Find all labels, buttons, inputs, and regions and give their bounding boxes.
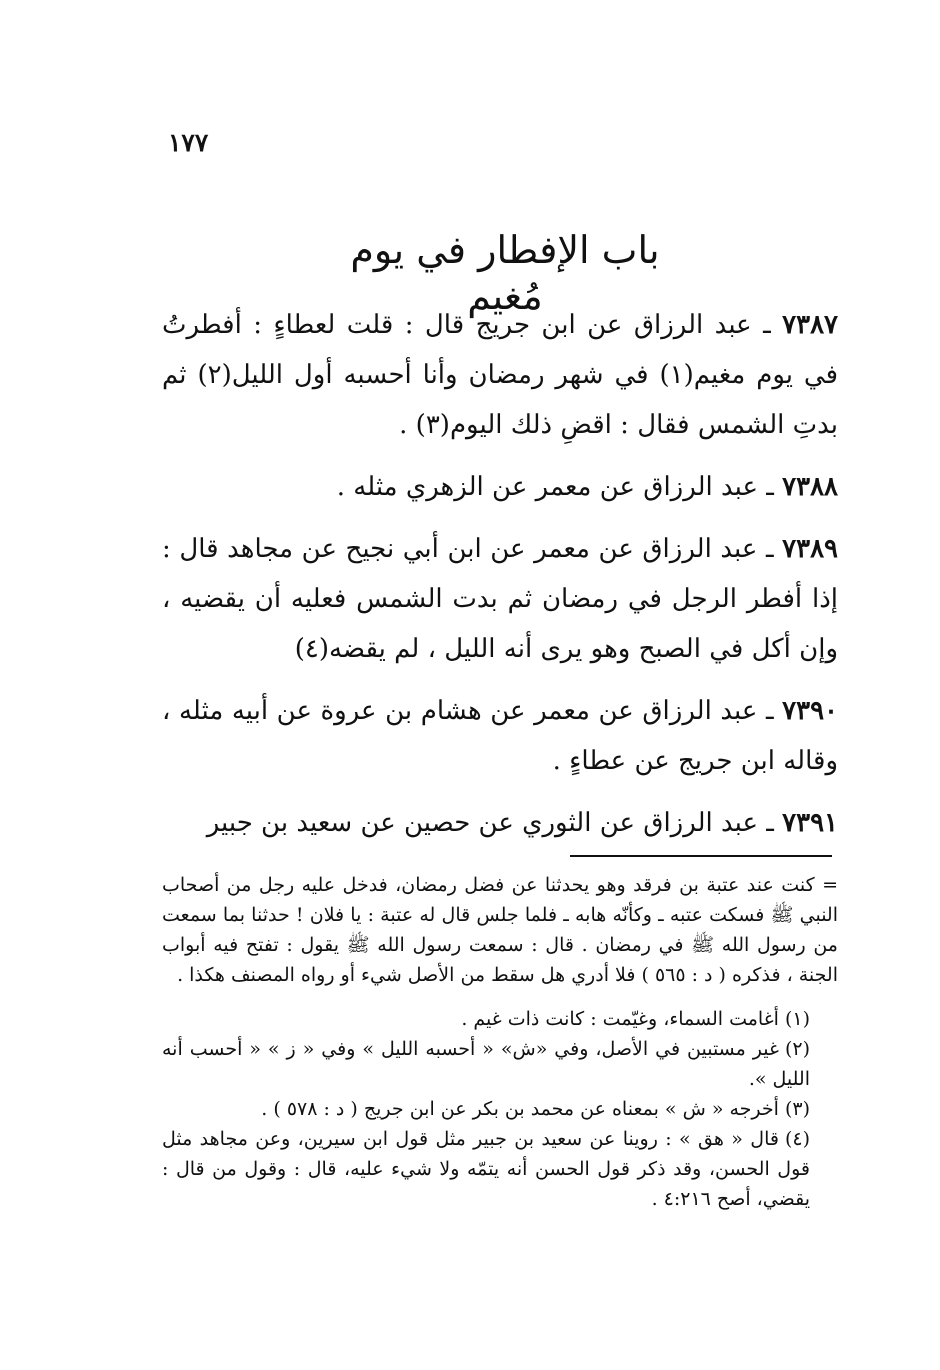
hadith-number: ٧٣٩١ <box>782 808 838 838</box>
footnote-number: (١) <box>784 1008 810 1030</box>
footnote-text: غير مستبين في الأصل، وفي «ش» « أحسبه الليل » وفي « ز » « أحسب أنه الليل ». <box>162 1038 810 1090</box>
footnote-text: أغامت السماء، وغيّمت : كانت ذات غيم . <box>461 1008 779 1030</box>
footnote-text: أخرجه « ش » بمعناه عن محمد بن بكر عن ابن جريج ( د : ٥٧٨ ) . <box>261 1098 779 1120</box>
footnote-number: (٣) <box>784 1098 810 1120</box>
footnote <box>162 1124 838 1214</box>
hadith-text: ـ عبد الرزاق عن الثوري عن حصين عن سعيد بن جبير <box>206 808 783 838</box>
footnote <box>162 1094 838 1124</box>
hadith-number: ٧٣٨٨ <box>782 472 838 502</box>
hadith-number: ٧٣٨٩ <box>782 534 838 564</box>
hadith-text: ـ عبد الرزاق عن معمر عن ابن أبي نجيح عن مجاهد قال : إذا أفطر الرجل في رمضان ثم بدت الشمس فعليه أن يقضيه ، وإن أكل في الصبح وهو يرى أنه الليل ، لم يقضه(٤) <box>162 534 838 664</box>
hadith-paragraph <box>162 686 838 786</box>
footnote-text: قال « هق » : روينا عن سعيد بن جبير مثل قول ابن سيرين، وعن مجاهد مثل قول الحسن، وقد ذكر قول الحسن أنه يتمّه ولا شيء عليه، قال : وقول من قال : يقضي، أصح ٤:٢١٦ . <box>162 1128 810 1210</box>
hadith-text: ـ عبد الرزاق عن معمر عن الزهري مثله . <box>336 472 783 502</box>
hadith-paragraph <box>162 300 838 450</box>
hadith-number: ٧٣٨٧ <box>782 310 838 340</box>
footnote-continuation: = كنت عند عتبة بن فرقد وهو يحدثنا عن فضل رمضان، فدخل عليه رجل من أصحاب النبي ﷺ فسكت عتبه ـ وكأنّه هابه ـ فلما جلس قال له عتبة : يا فلان ! حدثنا بما سمعت من رسول الله ﷺ في رمضان . قال : سمعت رسول الله ﷺ يقول : تفتح فيه أبواب الجنة ، فذكره ( د : ٥٦٥ ) فلا أدري هل سقط من الأصل شيء أو رواه المصنف هكذا . <box>162 874 838 986</box>
footnotes <box>162 870 838 1214</box>
main-text <box>162 300 838 860</box>
hadith-text: ـ عبد الرزاق عن معمر عن هشام بن عروة عن أبيه مثله ، وقاله ابن جريج عن عطاءٍ . <box>162 696 838 776</box>
footnote <box>162 1034 838 1094</box>
footnote <box>162 1004 838 1034</box>
chapter-title: باب الإفطار في يوم مُغيم <box>350 228 660 318</box>
hadith-paragraph <box>162 524 838 674</box>
hadith-number: ٧٣٩٠ <box>782 696 838 726</box>
footnote-number: (٤) <box>784 1128 810 1150</box>
footnote-number: (٢) <box>784 1038 810 1060</box>
page-number: ١٧٧ <box>168 128 209 157</box>
hadith-paragraph <box>162 798 838 848</box>
footnote-separator <box>570 855 832 857</box>
hadith-text: ـ عبد الرزاق عن ابن جريج قال : قلت لعطاءٍ : أفطرتُ في يوم مغيم(١) في شهر رمضان وأنا أحسبه أول الليل(٢) ثم بدتِ الشمس فقال : اقضِ ذلك اليوم(٣) . <box>162 310 838 440</box>
hadith-paragraph <box>162 462 838 512</box>
